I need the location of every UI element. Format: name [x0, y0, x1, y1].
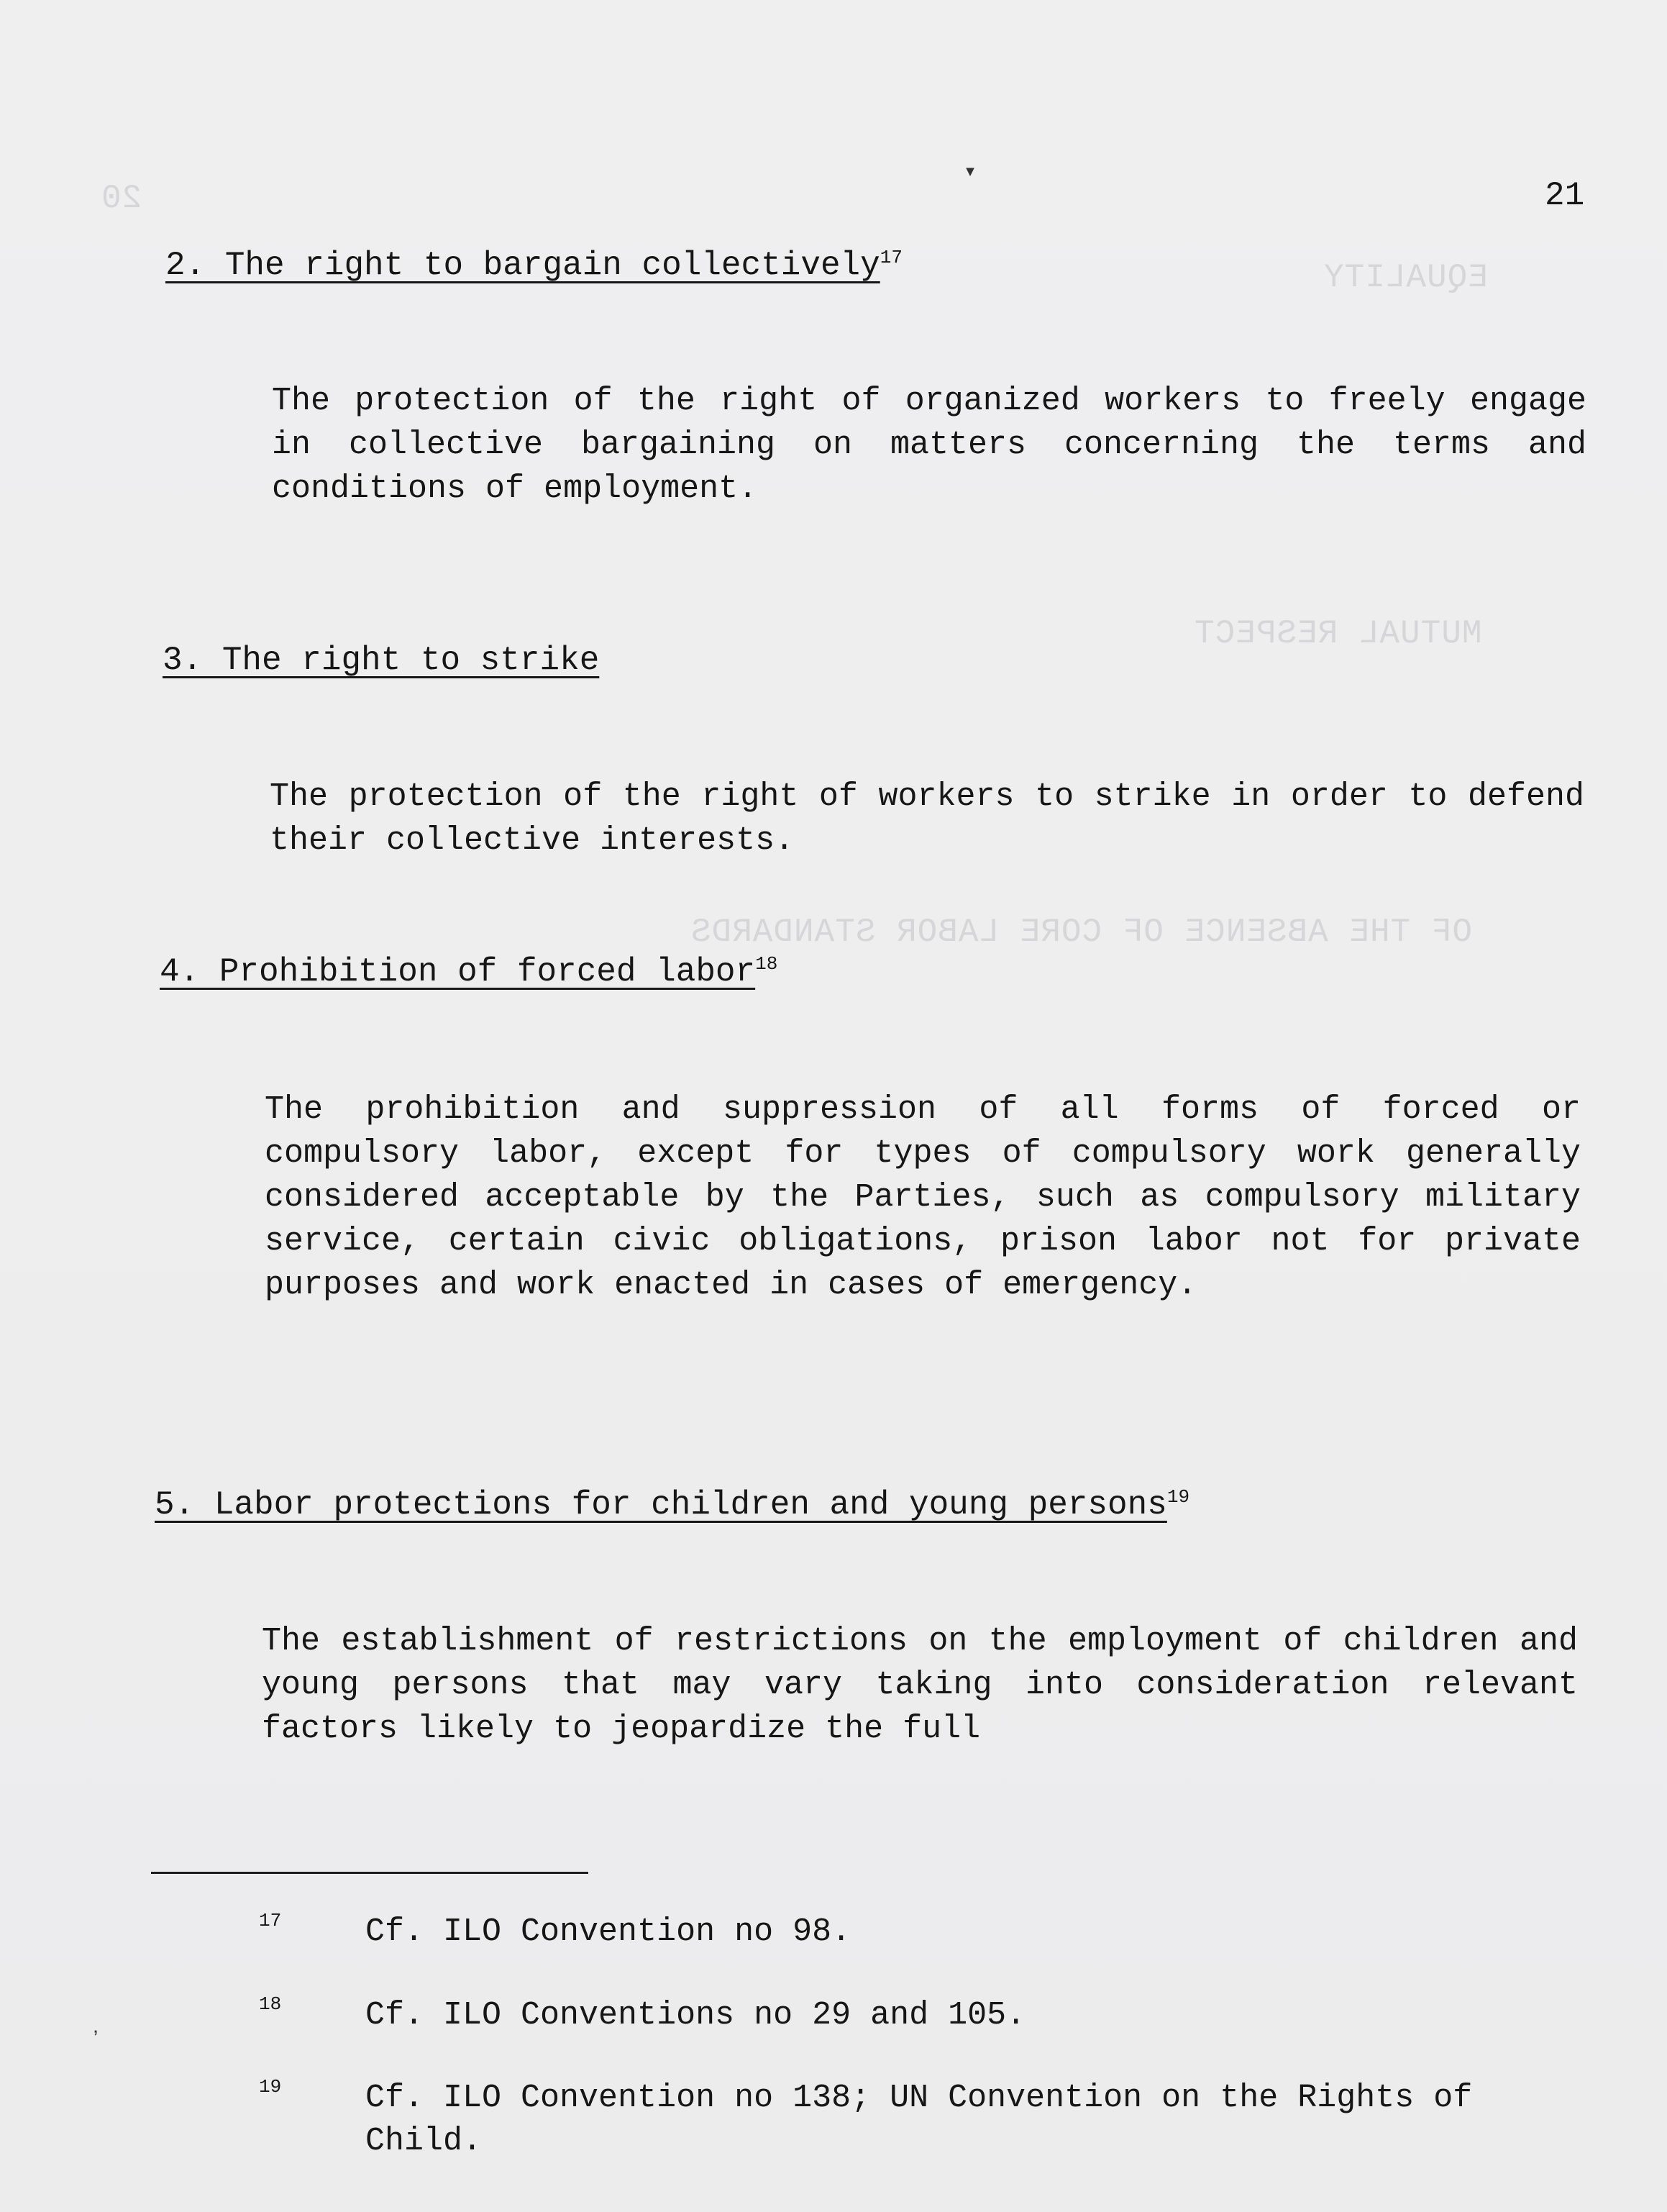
- section-heading-text: 3. The right to strike: [163, 642, 600, 679]
- section-heading-text: 4. Prohibition of forced labor: [160, 953, 756, 991]
- section-body-children: [262, 1619, 1578, 1751]
- section-heading-text: 5. Labor protections for children and young persons: [155, 1486, 1167, 1524]
- body-text: The prohibition and suppression of all forms of forced or compulsory labor, except for types of compulsory work generally considered acceptable by the Parties, such as compulsory military service, certain civic obligations, prison labor not for private purposes and work enacted in cases of emergency.: [265, 1091, 1581, 1303]
- section-body-forced-labor: [265, 1088, 1581, 1307]
- section-heading-bargain: [165, 247, 903, 284]
- bleed-through: 20: [101, 180, 142, 217]
- body-text: The protection of the right of organized workers to freely engage in collective bargaining on matters concerning the terms and conditions of employment.: [272, 383, 1586, 507]
- footnote-text: Cf. ILO Convention no 138; UN Convention on the Rights of Child.: [365, 2080, 1473, 2159]
- bleed-through: MUTUAL RESPECT: [1194, 615, 1482, 652]
- footnote-number: 18: [259, 1993, 282, 2015]
- section-heading-strike: [163, 642, 599, 679]
- footnote-reference: 17: [880, 246, 903, 268]
- section-body-strike: [270, 775, 1584, 863]
- footnote-text: Cf. ILO Convention no 98.: [365, 1913, 851, 1950]
- body-text: The establishment of restrictions on the employment of children and young persons that may vary taking into consideration relevant factors likely to jeopardize the full: [262, 1623, 1578, 1747]
- footnote-number: 17: [259, 1910, 282, 1931]
- scan-speck: ▾: [964, 160, 977, 185]
- section-heading-children: [155, 1486, 1189, 1524]
- bleed-through: EQUALITY: [1323, 259, 1488, 296]
- body-text: The protection of the right of workers to strike in order to defend their collective interests.: [270, 778, 1584, 859]
- footnote-separator: [151, 1872, 588, 1874]
- page-number: 21: [1545, 177, 1585, 214]
- scan-speck: ʼ: [89, 2029, 103, 2053]
- footnote-text: Cf. ILO Conventions no 29 and 105.: [365, 1997, 1026, 2034]
- section-body-bargain: [272, 379, 1586, 511]
- footnote-number: 19: [259, 2076, 282, 2098]
- section-heading-forced-labor: [160, 953, 777, 991]
- section-heading-text: 2. The right to bargain collectively: [165, 247, 880, 284]
- footnote-reference: 19: [1166, 1485, 1190, 1508]
- bleed-through: OF THE ABSENCE OF CORE LABOR STANDARDS: [690, 914, 1472, 951]
- footnote-reference: 18: [755, 952, 778, 975]
